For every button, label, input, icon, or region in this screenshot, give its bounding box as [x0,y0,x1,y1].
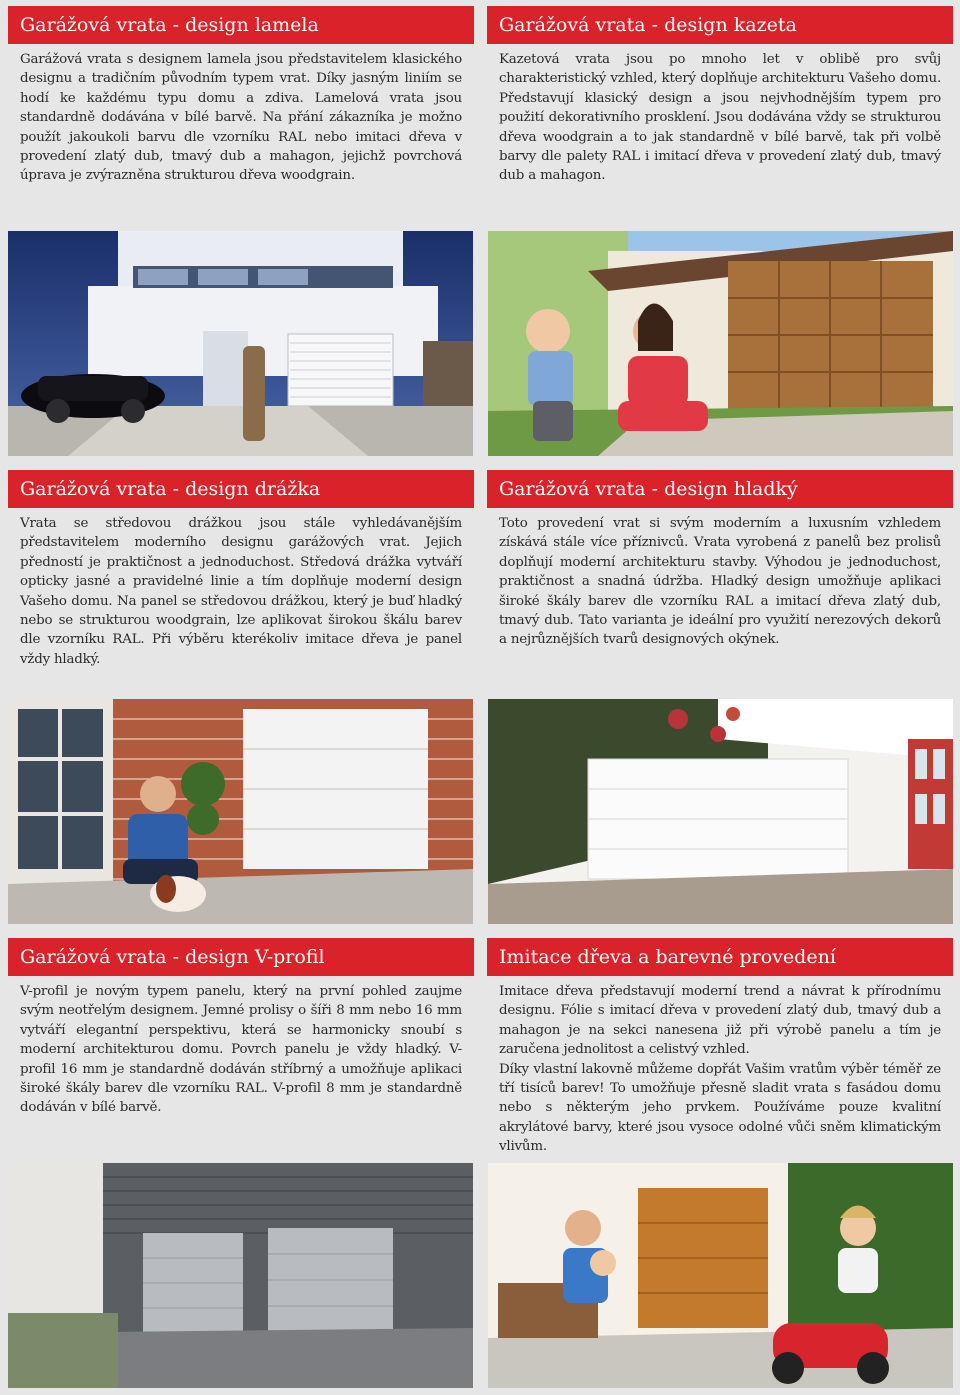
section-title: Garážová vrata - design V-profil [8,938,474,976]
section-text [20,50,462,186]
family-wooden-garage-red-toy-car-photo [488,1163,953,1388]
section-drazka [8,470,474,669]
section-paragraph: V-profil je novým typem panelu, který na první pohled zaujme svým neotřelým designem. Jemné prolisy o šíři 8 mm nebo 16 mm vytváří elegantní perspektivu, která se harmonicky snoubí s moderní architekturou domu. Povrch panelu je vždy hladký. V-profil 16 mm je standardně dodáván stříbrný a umožňuje aplikaci široké škály barev dle vzorníku RAL. V-profil 8 mm je standardně dodáván v bílé barvě. [20,984,462,1116]
section-text [20,514,462,669]
section-hladky [487,470,953,650]
white-smooth-garage-with-vine-photo [488,699,953,924]
section-title: Garážová vrata - design hladký [487,470,953,508]
section-text [499,514,941,650]
mother-child-wood-cassette-garage-photo [488,231,953,456]
section-imitace-dreva [487,938,953,1157]
section-paragraph: Imitace dřeva představují moderní trend a návrat k přírodnímu designu. Fólie s imitací dřeva v provedení zlatý dub, tmavý dub a mahagon je na sekci nanesena již při výrobě panelu a tím je zaručena jednolitost a celistvý vzhled. [499,984,941,1058]
section-text [499,50,941,186]
modern-white-house-night-lamela-garage-photo [8,231,473,456]
man-with-dog-groove-garage-photo [8,699,473,924]
section-title: Garážová vrata - design lamela [8,6,474,44]
section-v-profil [8,938,474,1118]
section-text [20,982,462,1118]
section-title: Imitace dřeva a barevné provedení [487,938,953,976]
section-kazeta [487,6,953,186]
stone-wall-silver-v-profile-garages-photo [8,1163,473,1388]
section-paragraph: Kazetová vrata jsou po mnoho let v oblibě pro svůj charakteristický vzhled, který doplňuje architekturu Vašeho domu. Představují klasický design a jsou nejvhodnějším typem pro použití dekorativního prosklení. Jsou dodávána vždy se strukturou dřeva woodgrain a to jak standardně v bílé barvě, tak při volbě barvy dle palety RAL i imitací dřeva v provedení zlatý dub, tmavý dub a mahagon. [499,52,941,184]
section-paragraph: Díky vlastní lakovně můžeme dopřát Vašim vratům výběr téměř ze tří tisíců barev! To umožňuje přesně sladit vrata s fasádou domu nebo s některým jeho prvkem. Používáme pouze kvalitní akrylátové barvy, které jsou vysoce odolné vůči sněm klimatickým vlivům. [499,1061,941,1155]
section-paragraph: Toto provedení vrat si svým moderním a luxusním vzhledem získává stále více příznivců. Vrata vyrobená z panelů bez prolisů doplňují moderní architekturu stavby. Výhodou je jednoduchost, praktičnost a snadná údržba. Hladký design umožňuje aplikaci široké škály barev dle vzorníku RAL a imitací dřeva zlatý dub, tmavý dub. Tato varianta je ideální pro využití nerezových dekorů a nejrůznějších tvarů designových okýnek. [499,516,941,648]
section-paragraph: Garážová vrata s designem lamela jsou představitelem klasického designu a tradičním původním typem vrat. Díky jasným liniím se hodí ke každému typu domu a zdiva. Lamelová vrata jsou standardně dodávána v bílé barvě. Na přání zákazníka je možno použít jakoukoli barvu dle vzorníku RAL nebo imitaci dřeva v provedení zlatý dub, tmavý dub a mahagon, jejichž povrchová úprava je zvýrazněna strukturou dřeva woodgrain. [20,52,462,184]
section-title: Garážová vrata - design drážka [8,470,474,508]
section-text [499,982,941,1157]
section-paragraph: Vrata se středovou drážkou jsou stále vyhledávanějším představitelem moderního designu garážových vrat. Jejich předností je praktičnost a jednoduchost. Středová drážka vytváří opticky jasné a pravidelné linie a tím doplňuje moderní design Vašeho domu. Na panel se středovou drážkou, který je buď hladký nebo se strukturou woodgrain, lze aplikovat širokou škálu barev dle vzorníku RAL. Při výběru kterékoliv imitace dřeva je panel vždy hladký. [20,516,462,667]
section-lamela [8,6,474,186]
section-title: Garážová vrata - design kazeta [487,6,953,44]
